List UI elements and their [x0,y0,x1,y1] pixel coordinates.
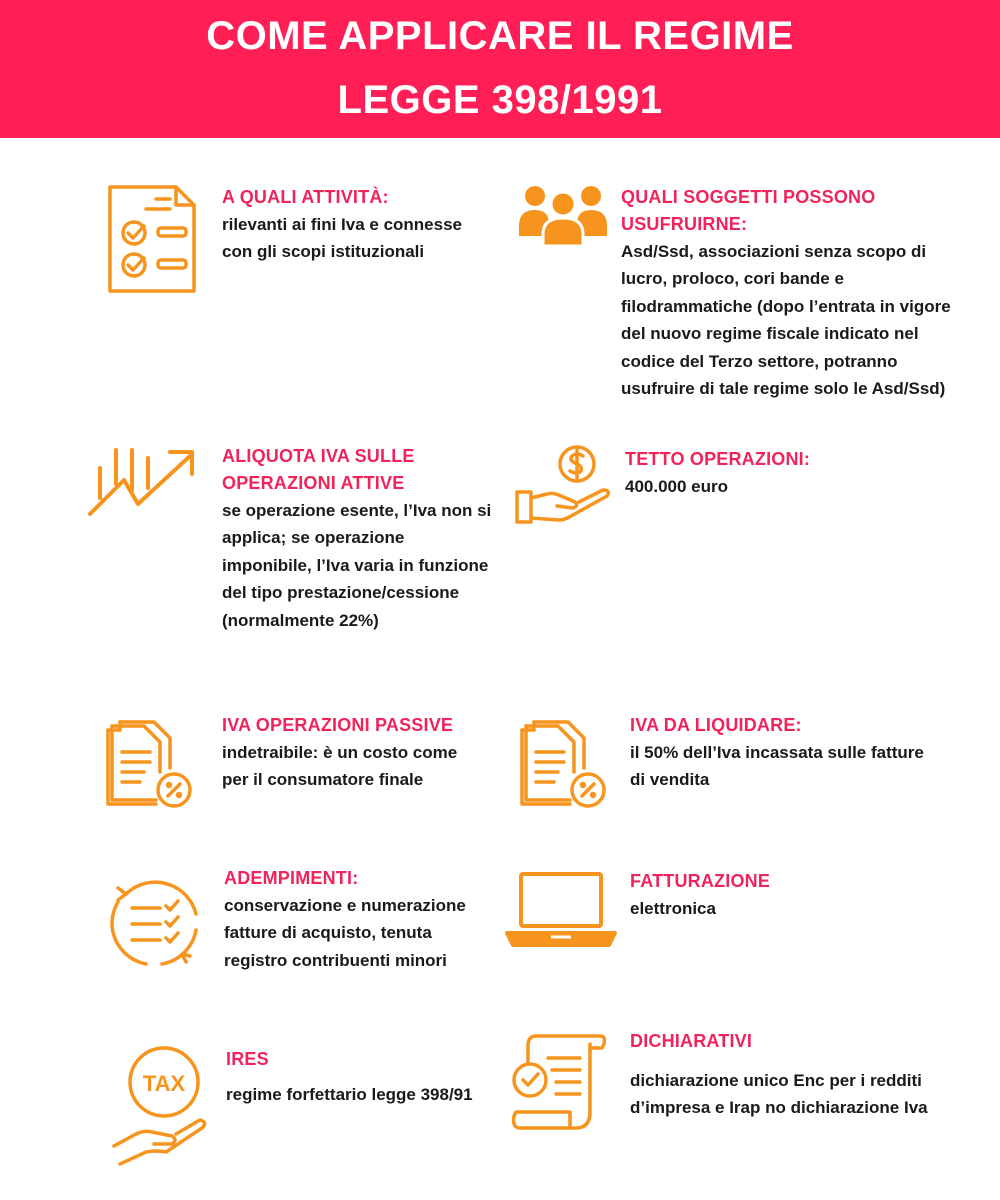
item-title: IRES [226,1049,269,1069]
item-title: A QUALI ATTIVITÀ: [222,187,389,207]
invoice-percent-icon [104,712,192,812]
header-banner [0,0,1000,138]
checklist-document-icon [106,183,198,295]
item-body: dichiarazione unico Enc per i redditi d’impresa e Irap no dichiarazione Iva [630,1071,928,1118]
item-title: TETTO OPERAZIONI: [625,449,811,469]
item-title: ALIQUOTA IVA SULLE OPERAZIONI ATTIVE [222,446,415,493]
item-title: DICHIARATIVI [630,1031,753,1051]
hand-dollar-coin-icon [513,444,613,528]
item-title: IVA OPERAZIONI PASSIVE [222,715,454,735]
item-body: regime forfettario legge 398/91 [226,1085,473,1104]
item-body: il 50% dell’Iva incassata sulle fatture di vendita [630,743,924,790]
header-title-line1: COME APPLICARE IL REGIME [206,14,794,58]
item-body: Asd/Ssd, associazioni senza scopo di lucro, proloco, cori bande e filodrammatiche (dopo l’entrata in vigore del nuovo regime fiscale indicato nel codice del Terzo settore, potranno usufruire di tale regime solo le Asd/Ssd) [621,242,951,399]
item-title: QUALI SOGGETTI POSSONO USUFRUIRNE: [621,187,876,234]
header-title-line2: LEGGE 398/1991 [337,78,663,122]
svg-text:TAX: TAX [142,1071,186,1096]
item-title: FATTURAZIONE [630,871,771,891]
item-body: 400.000 euro [625,477,729,496]
item-title: ADEMPIMENTI: [224,868,359,888]
growth-chart-icon [86,444,198,518]
item-body: elettronica [630,899,716,918]
cycle-checklist-icon [104,872,204,972]
laptop-icon [505,871,617,947]
item-body: indetraibile: è un costo come per il consumatore finale [222,743,458,790]
tax-coin-hand-icon [110,1042,210,1168]
item-body: rilevanti ai fini Iva e connesse con gli scopi istituzionali [222,215,462,262]
invoice-percent-icon [518,712,606,812]
item-body: se operazione esente, l’Iva non si applica; se operazione imponibile, l’Iva varia in funzione del tipo prestazione/cessione (normalmente 22%) [222,501,492,630]
receipt-check-icon [510,1032,606,1132]
item-title: IVA DA LIQUIDARE: [630,715,802,735]
item-body: conservazione e numerazione fatture di acquisto, tenuta registro contribuenti minori [224,896,466,970]
people-group-icon [519,184,607,248]
